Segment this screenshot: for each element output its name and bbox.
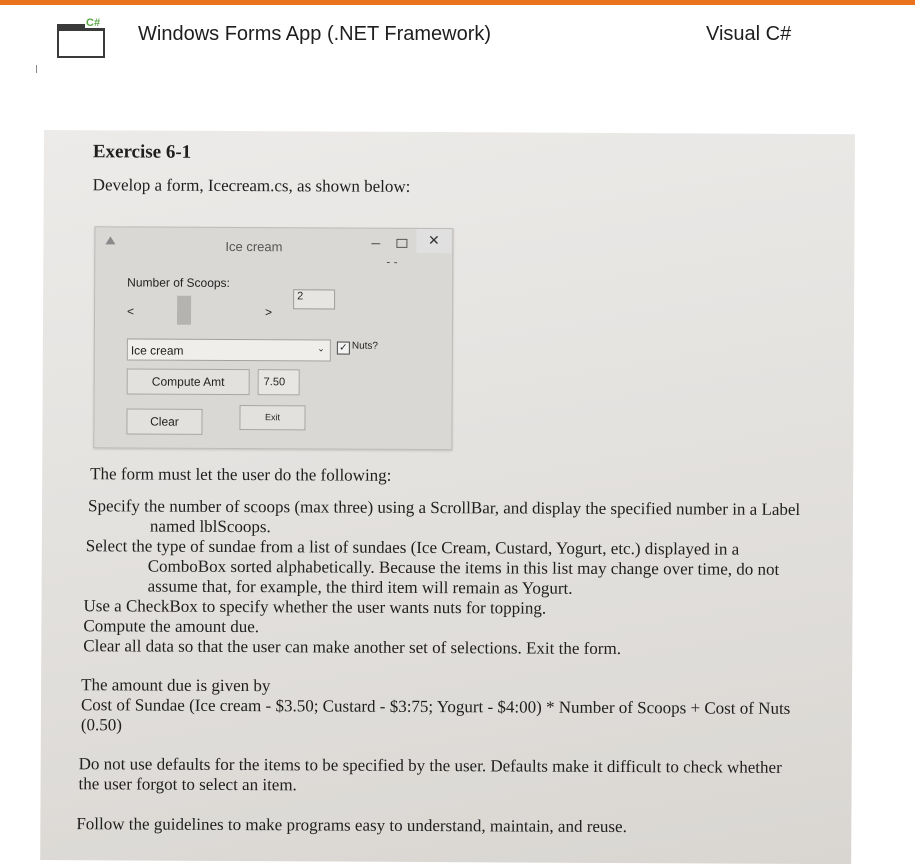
paragraph-clear: Clear all data so that the user can make another set of selections. Exit the form. bbox=[83, 636, 622, 659]
form-title: Ice cream bbox=[225, 238, 283, 255]
ice-cream-form bbox=[93, 226, 453, 450]
scrollbar-thumb[interactable] bbox=[177, 296, 191, 325]
scroll-left-arrow-icon[interactable]: < bbox=[127, 304, 135, 319]
paragraph-guidelines: Follow the guidelines to make programs easy to understand, maintain, and reuse. bbox=[76, 814, 627, 837]
compute-amount-button[interactable]: Compute Amt bbox=[127, 368, 250, 395]
paragraph-amount-2: Cost of Sundae (Ice cream - $3.50; Custard - $3:75; Yogurt - $4:00) * Number of Scoops + Cost of Nuts bbox=[80, 695, 791, 718]
paragraph-combobox-2: ComboBox sorted alphabetically. Because the items in this list may change over time, do not bbox=[147, 556, 780, 579]
scoops-label: Number of Scoops: bbox=[127, 275, 230, 290]
paragraph-checkbox: Use a CheckBox to specify whether the user wants nuts for topping. bbox=[83, 596, 547, 618]
paragraph-requirements: The form must let the user do the following: bbox=[90, 464, 392, 485]
clear-button[interactable]: Clear bbox=[126, 408, 202, 434]
minimize-button[interactable]: – bbox=[371, 234, 381, 252]
exercise-title: Exercise 6-1 bbox=[92, 141, 192, 163]
sundae-combobox[interactable] bbox=[127, 338, 331, 361]
paragraph-amount-3: (0.50) bbox=[80, 715, 123, 735]
combobox-value: Ice cream bbox=[130, 343, 184, 358]
paragraph-combobox-3: assume that, for example, the third item will remain as Yogurt. bbox=[147, 576, 573, 598]
app-icon bbox=[103, 234, 117, 246]
exit-button[interactable]: Exit bbox=[239, 405, 305, 430]
amount-value: 7.50 bbox=[258, 369, 300, 395]
paragraph-compute: Compute the amount due. bbox=[83, 616, 260, 637]
paragraph-defaults-1: Do not use defaults for the items to be specified by the user. Defaults make it difficult to check whether bbox=[78, 754, 782, 777]
paragraph-defaults-2: the user forgot to select an item. bbox=[78, 774, 297, 795]
textbook-photo bbox=[40, 130, 855, 864]
nuts-label: Nuts? bbox=[351, 340, 379, 352]
paragraph-scrollbar-1: Specify the number of scoops (max three) using a ScrollBar, and display the specified number in a Label bbox=[87, 496, 801, 519]
project-template-row[interactable] bbox=[0, 5, 915, 80]
template-language: Visual C# bbox=[706, 23, 792, 45]
csharp-badge-icon: C# bbox=[86, 17, 101, 29]
scroll-right-arrow-icon[interactable]: > bbox=[265, 305, 273, 320]
windows-form-icon bbox=[55, 16, 111, 58]
divider bbox=[36, 65, 37, 73]
paragraph-combobox-1: Select the type of sundae from a list of sundaes (Ice Cream, Custard, Yogurt, etc.) displayed in a bbox=[85, 536, 740, 559]
form-dots: - - bbox=[386, 254, 398, 269]
nuts-checkbox[interactable]: ✓ bbox=[337, 342, 350, 355]
paragraph-scrollbar-2: named lblScoops. bbox=[149, 516, 271, 537]
paragraph-amount-1: The amount due is given by bbox=[81, 675, 271, 696]
lbl-scoops-value: 2 bbox=[293, 289, 335, 309]
exercise-intro: Develop a form, Icecream.cs, as shown below: bbox=[92, 175, 411, 196]
chevron-down-icon: ⌄ bbox=[317, 343, 325, 354]
close-button[interactable]: ✕ bbox=[416, 229, 451, 253]
maximize-button[interactable] bbox=[396, 239, 407, 248]
template-name: Windows Forms App (.NET Framework) bbox=[138, 23, 492, 45]
